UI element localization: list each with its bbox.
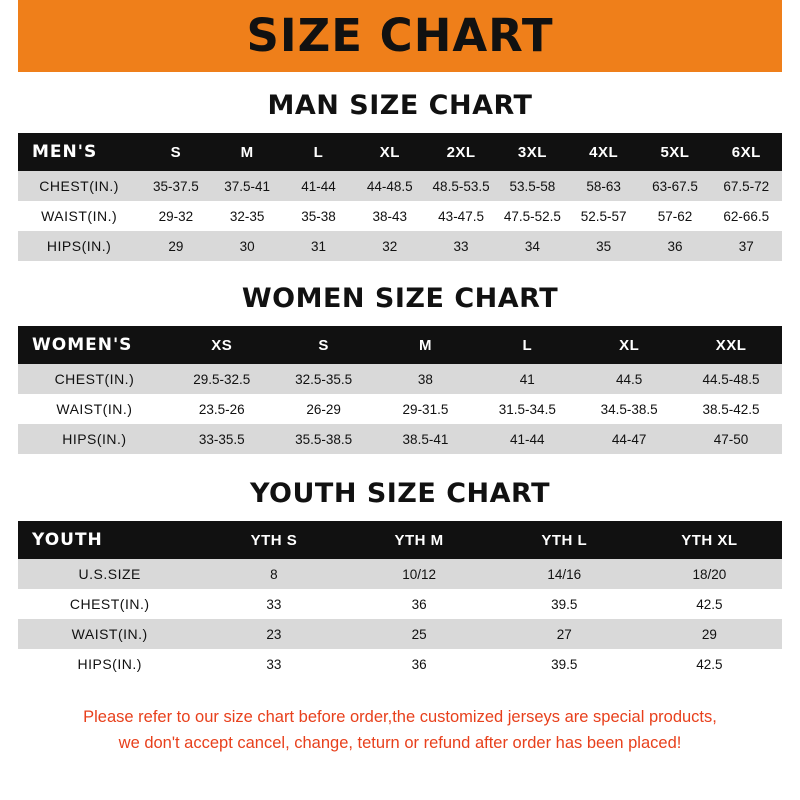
cell: 14/16 bbox=[547, 566, 582, 582]
women-section-title: WOMEN SIZE CHART bbox=[241, 283, 559, 314]
cell: 37 bbox=[738, 238, 754, 254]
row-label: HIPS(IN.) bbox=[46, 238, 112, 254]
column-header: XS bbox=[211, 336, 233, 354]
cell: 26-29 bbox=[306, 401, 341, 417]
table-header-row bbox=[18, 326, 782, 364]
column-header: YOUTH bbox=[32, 530, 103, 550]
cell: 62-66.5 bbox=[723, 208, 770, 224]
footer-note-line-2: we don't accept cancel, change, teturn or refund after order has been placed! bbox=[118, 733, 682, 752]
women-size-table bbox=[18, 326, 782, 454]
table-header-row bbox=[18, 133, 782, 171]
youth-size-table bbox=[18, 521, 782, 679]
cell: 67.5-72 bbox=[723, 178, 770, 194]
cell: 18/20 bbox=[692, 566, 727, 582]
cell: 44-47 bbox=[611, 431, 647, 447]
cell: 38 bbox=[417, 371, 433, 387]
column-header: L bbox=[313, 143, 324, 161]
man-section-title: MAN SIZE CHART bbox=[267, 90, 533, 121]
cell: 29-31.5 bbox=[402, 401, 449, 417]
cell: 48.5-53.5 bbox=[432, 178, 490, 194]
cell: 42.5 bbox=[696, 656, 723, 672]
content bbox=[0, 90, 800, 756]
row-label: U.S.SIZE bbox=[78, 566, 141, 582]
cell: 25 bbox=[411, 626, 427, 642]
table-header-row bbox=[18, 521, 782, 559]
cell: 29.5-32.5 bbox=[193, 371, 251, 387]
cell: 42.5 bbox=[696, 596, 723, 612]
cell: 27 bbox=[556, 626, 572, 642]
cell: 33-35.5 bbox=[198, 431, 245, 447]
column-header: YTH M bbox=[394, 531, 444, 549]
table-row bbox=[18, 364, 782, 394]
table-row bbox=[18, 171, 782, 201]
youth-section-title: YOUTH SIZE CHART bbox=[249, 478, 551, 509]
table-row bbox=[18, 589, 782, 619]
header-notch-left bbox=[0, 0, 18, 72]
column-header: MEN'S bbox=[32, 142, 98, 162]
cell: 44.5-48.5 bbox=[702, 371, 760, 387]
cell: 38-43 bbox=[372, 208, 408, 224]
cell: 30 bbox=[239, 238, 255, 254]
cell: 52.5-57 bbox=[580, 208, 627, 224]
column-header: 6XL bbox=[731, 143, 761, 161]
column-header: 2XL bbox=[446, 143, 476, 161]
cell: 41 bbox=[519, 371, 535, 387]
cell: 47.5-52.5 bbox=[503, 208, 561, 224]
cell: 33 bbox=[453, 238, 469, 254]
cell: 29 bbox=[701, 626, 717, 642]
cell: 34.5-38.5 bbox=[600, 401, 658, 417]
cell: 10/12 bbox=[402, 566, 436, 582]
cell: 38.5-42.5 bbox=[702, 401, 760, 417]
man-size-table bbox=[18, 133, 782, 261]
column-header: 5XL bbox=[660, 143, 690, 161]
cell: 58-63 bbox=[586, 178, 621, 194]
column-header: 4XL bbox=[589, 143, 619, 161]
column-header: L bbox=[522, 336, 533, 354]
cell: 44.5 bbox=[616, 371, 643, 387]
cell: 57-62 bbox=[657, 208, 693, 224]
column-header: YTH XL bbox=[681, 531, 738, 549]
cell: 35-38 bbox=[301, 208, 336, 224]
cell: 53.5-58 bbox=[509, 178, 556, 194]
column-header: S bbox=[318, 336, 329, 354]
cell: 34 bbox=[524, 238, 540, 254]
table-row bbox=[18, 394, 782, 424]
cell: 39.5 bbox=[551, 656, 578, 672]
row-label: CHEST(IN.) bbox=[69, 596, 150, 612]
row-label: HIPS(IN.) bbox=[62, 431, 127, 447]
cell: 47-50 bbox=[713, 431, 749, 447]
cell: 31 bbox=[310, 238, 326, 254]
cell: 35-37.5 bbox=[152, 178, 199, 194]
table-row bbox=[18, 559, 782, 589]
row-label: HIPS(IN.) bbox=[77, 656, 142, 672]
row-label: WAIST(IN.) bbox=[41, 208, 118, 224]
row-label: CHEST(IN.) bbox=[39, 178, 119, 194]
cell: 38.5-41 bbox=[402, 431, 449, 447]
table-row bbox=[18, 231, 782, 261]
column-header: XL bbox=[379, 143, 400, 161]
cell: 39.5 bbox=[551, 596, 578, 612]
row-label: WAIST(IN.) bbox=[71, 626, 148, 642]
cell: 63-67.5 bbox=[652, 178, 698, 194]
table-row bbox=[18, 619, 782, 649]
cell: 33 bbox=[266, 596, 282, 612]
column-header: 3XL bbox=[517, 143, 547, 161]
header-notch-right bbox=[782, 0, 800, 72]
column-header: M bbox=[240, 143, 254, 161]
cell: 32.5-35.5 bbox=[295, 371, 353, 387]
page-title: SIZE CHART bbox=[246, 9, 554, 62]
column-header: M bbox=[418, 336, 432, 354]
column-header: YTH S bbox=[250, 531, 298, 549]
footer-note-line-1: Please refer to our size chart before order,the customized jerseys are special products, bbox=[83, 708, 717, 726]
cell: 37.5-41 bbox=[224, 178, 271, 194]
cell: 43-47.5 bbox=[438, 208, 484, 224]
cell: 36 bbox=[411, 596, 427, 612]
column-header: XL bbox=[619, 336, 640, 354]
column-header: WOMEN'S bbox=[32, 335, 133, 355]
cell: 32-35 bbox=[229, 208, 265, 224]
table-row bbox=[18, 649, 782, 679]
cell: 29-32 bbox=[158, 208, 194, 224]
column-header: S bbox=[170, 143, 182, 161]
cell: 41-44 bbox=[301, 178, 336, 194]
row-label: CHEST(IN.) bbox=[54, 371, 135, 387]
cell: 35.5-38.5 bbox=[295, 431, 353, 447]
cell: 23.5-26 bbox=[198, 401, 245, 417]
cell: 33 bbox=[266, 656, 282, 672]
column-header: YTH L bbox=[541, 531, 588, 549]
cell: 41-44 bbox=[510, 431, 545, 447]
header-band bbox=[0, 0, 800, 72]
cell: 29 bbox=[168, 238, 184, 254]
cell: 36 bbox=[667, 238, 683, 254]
cell: 36 bbox=[411, 656, 427, 672]
cell: 8 bbox=[270, 566, 278, 582]
cell: 31.5-34.5 bbox=[498, 401, 556, 417]
cell: 35 bbox=[596, 238, 612, 254]
footer-note bbox=[18, 705, 782, 756]
cell: 44-48.5 bbox=[366, 178, 413, 194]
table-row bbox=[18, 201, 782, 231]
column-header: XXL bbox=[715, 336, 747, 354]
table-row bbox=[18, 424, 782, 454]
row-label: WAIST(IN.) bbox=[56, 401, 133, 417]
cell: 32 bbox=[382, 238, 398, 254]
cell: 23 bbox=[266, 626, 282, 642]
